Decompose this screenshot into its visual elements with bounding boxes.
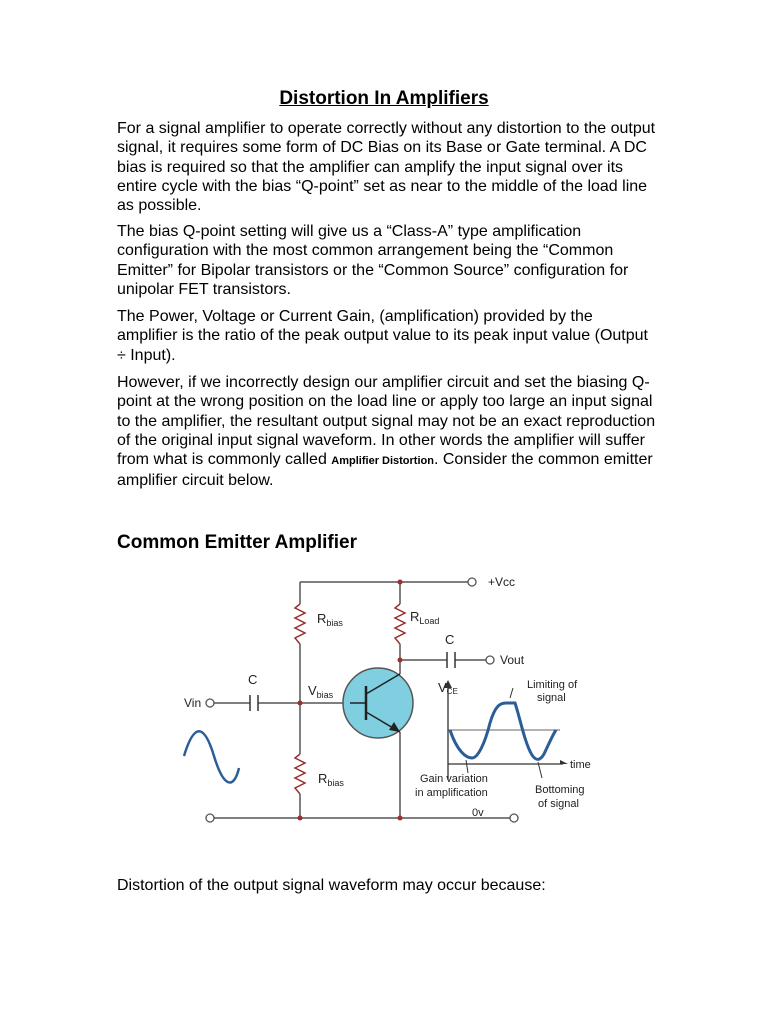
resistor-bias-bottom (295, 754, 305, 794)
closing-text: Distortion of the output signal waveform may occur because: (117, 877, 546, 894)
vout-label: Vout (500, 653, 525, 667)
v-bias-label: $V_{bias}$ (308, 683, 334, 700)
r-bias-top-label: $R_{bias}$ (317, 611, 343, 628)
terminal-vin (206, 699, 214, 707)
vin-label: Vin (184, 696, 202, 710)
gain-variation-label-2: in amplification (415, 787, 488, 799)
capacitor-out-label: C (445, 632, 455, 647)
resistor-bias-top (295, 604, 305, 644)
page-title: Distortion In Amplifiers (279, 88, 489, 109)
paragraph-1: For a signal amplifier to operate correctly without any distortion to the output signal, it requires some form of DC Bias on its Base or Gate terminal. A DC bias is required so that the amplifier can amplify the input signal over its entire cycle with the bias “Q-point” set as near to the middle of the load line as possible. (117, 120, 656, 215)
r-bias-bottom-label: $R_{bias}$ (318, 771, 344, 788)
paragraph-4-end: . Consider the common emitter amplifier circuit below. (117, 451, 653, 490)
distorted-output-wave (450, 703, 556, 759)
limiting-label-2: signal (537, 692, 566, 704)
bottoming-label-2: of signal (538, 798, 579, 810)
terminal-ground-right (510, 814, 518, 822)
limiting-label-1: Limiting of (527, 679, 578, 691)
vce-label: VCE (438, 680, 458, 696)
npn-transistor (343, 668, 413, 738)
r-load-label: $R_{Load}$ (410, 609, 440, 626)
gain-variation-label-1: Gain variation (420, 773, 488, 785)
amplifier-distortion-term: Amplifier Distortion (331, 455, 434, 468)
paragraph-2: The bias Q-point setting will give us a “Class-A” type amplification configuration with the most common arrangement being the “Common Emitter” for Bipolar transistors or the “Common Source” configuration for unipolar FET transistors. (117, 223, 629, 298)
terminal-ground-left (206, 814, 214, 822)
bottoming-label-1: Bottoming (535, 784, 585, 796)
input-sine-wave (184, 731, 239, 782)
paragraph-4 (117, 373, 657, 491)
resistor-load (395, 604, 405, 644)
vcc-label: +Vcc (488, 575, 516, 589)
paragraph-4-start: However, if we incorrectly design our amplifier circuit and set the biasing Q-point at the wrong position on the load line or apply too large an input signal to the amplifier, the resultant output signal may not be an exact reproduction of the original input signal waveform. In other words the amplifier will suffer from what is commonly called (117, 374, 656, 469)
time-label: time (570, 759, 591, 771)
zero-volt-label: 0v (472, 807, 484, 819)
terminal-vout (486, 656, 494, 664)
circuit-diagram (170, 568, 610, 833)
section-heading: Common Emitter Amplifier (117, 532, 357, 553)
capacitor-in-label: C (248, 672, 258, 687)
paragraph-3: The Power, Voltage or Current Gain, (amplification) provided by the amplifier is the ratio of the peak output value to its peak input value (Output ÷ Input). (117, 308, 648, 364)
terminal-vcc (468, 578, 476, 586)
